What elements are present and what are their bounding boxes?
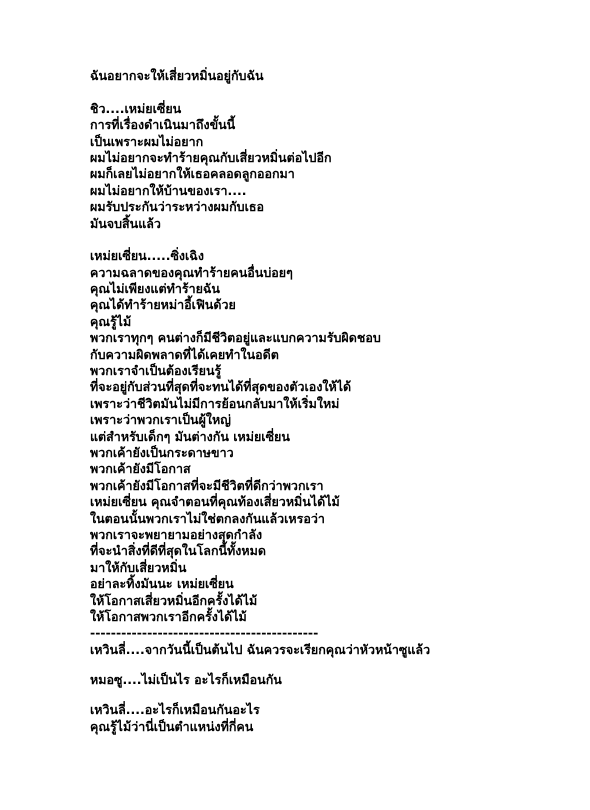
dialogue-line: เหวินลี่....อะไรก็เหมือนกันอะไร (90, 702, 260, 718)
text-line: ความฉลาดของคุณทำร้ายคนอื่นบ่อยๆ (90, 264, 293, 280)
paragraph-gap (90, 688, 570, 702)
separator-line: -------------------------------------------- (90, 625, 319, 641)
text-line: อย่าละทิ้งมันนะ เหม่ยเซี่ยน (90, 576, 234, 592)
text-line: เหม่ยเซี่ยน คุณจำตอนที่คุณท้องเสี่ยวหมิ่นได้ไม้ (90, 494, 340, 510)
text-line: เหม่ยเซี่ยน.....ซิ่งเฉิง (90, 248, 204, 264)
text-line: ชิว....เหม่ยเซี่ยน (90, 100, 182, 116)
text-line: ในตอนนั้นพวกเราไม่ใช่ตกลงกันแล้วเหรอว่า (90, 510, 325, 526)
paragraph-2 (90, 248, 570, 625)
text-line: พวกเค้ายังมีโอกาส (90, 461, 191, 477)
text-line: แต่สำหรับเด็กๆ มันต่างกัน เหม่ยเซี่ยน (90, 428, 290, 444)
text-line: ผมไม่อยากให้บ้านของเรา.... (90, 182, 247, 198)
text-line: เป็นเพราะผมไม่อยาก (90, 133, 204, 149)
document-body (90, 68, 570, 735)
text-line: คุณไม่เพียงแต่ทำร้ายฉัน (90, 281, 220, 297)
text-line: พวกเค้ายังมีโอกาสที่จะมีชีวิตที่ดีกว่าพวกเรา (90, 477, 324, 493)
text-line: พวกเราจะพยายามอย่างสุดกำลัง (90, 526, 263, 542)
text-line: คุณรู้ไม้ (90, 313, 132, 329)
dialogue-line: เหวินลี่....จากวันนี้เป็นต้นไป ฉันควรจะเรียกคุณว่าหัวหน้าซูแล้ว (90, 641, 431, 657)
paragraph-1 (90, 101, 570, 232)
document-title: ฉันอยากจะให้เสี่ยวหมิ่นอยู่กับฉัน (90, 68, 264, 83)
text-line: พวกเค้ายังเป็นกระดาษขาว (90, 444, 234, 460)
dialogue-line: คุณรู้ไม้ว่านี่เป็นตำแหน่งที่กี่คน (90, 718, 254, 734)
text-line: ที่จะอยู่กับส่วนที่สุดที่จะทนได้ที่สุดของตัวเองให้ได้ (90, 379, 352, 395)
dialogue-line: หมอซู....ไม่เป็นไร อะไรก็เหมือนกัน (90, 672, 282, 688)
paragraph-gap (90, 658, 570, 672)
text-line: มาให้กับเสี่ยวหมิ่น (90, 559, 187, 575)
text-line: ที่จะนำสิ่งที่ดีที่สุดในโลกนี้ทั้งหมด (90, 543, 266, 559)
text-line: ผมไม่อยากจะทำร้ายคุณกับเสี่ยวหมิ่นต่อไปอีก (90, 149, 332, 165)
text-line: ผมก็เลยไม่อยากให้เธอคลอดลูกออกมา (90, 166, 295, 182)
text-line: ให้โอกาสพวกเราอีกครั้งได้ไม้ (90, 608, 247, 624)
text-line: เพราะว่าชีวิตมันไม่มีการย้อนกลับมาให้เริ่มใหม่ (90, 395, 340, 411)
text-line: คุณได้ทำร้ายหม่าอี้เฟินด้วย (90, 297, 236, 313)
text-line: กับความผิดพลาดที่ได้เคยทำในอดีต (90, 346, 279, 362)
text-line: ผมรับประกันว่าระหว่างผมกับเธอ (90, 199, 265, 215)
paragraph-gap (90, 84, 570, 100)
text-line: เพราะว่าพวกเราเป็นผู้ใหญ่ (90, 412, 231, 428)
text-line: พวกเราจำเป็นต้องเรียนรู้ (90, 363, 222, 379)
text-line: ให้โอกาสเสี่ยวหมิ่นอีกครั้งได้ไม้ (90, 592, 258, 608)
text-line: มันจบสิ้นแล้ว (90, 215, 161, 231)
paragraph-gap (90, 232, 570, 248)
text-line: พวกเราทุกๆ คนต่างก็มีชีวิตอยู่และแบกความรับผิดชอบ (90, 330, 381, 346)
text-line: การที่เรื่องดำเนินมาถึงขั้นนี้ (90, 117, 236, 133)
